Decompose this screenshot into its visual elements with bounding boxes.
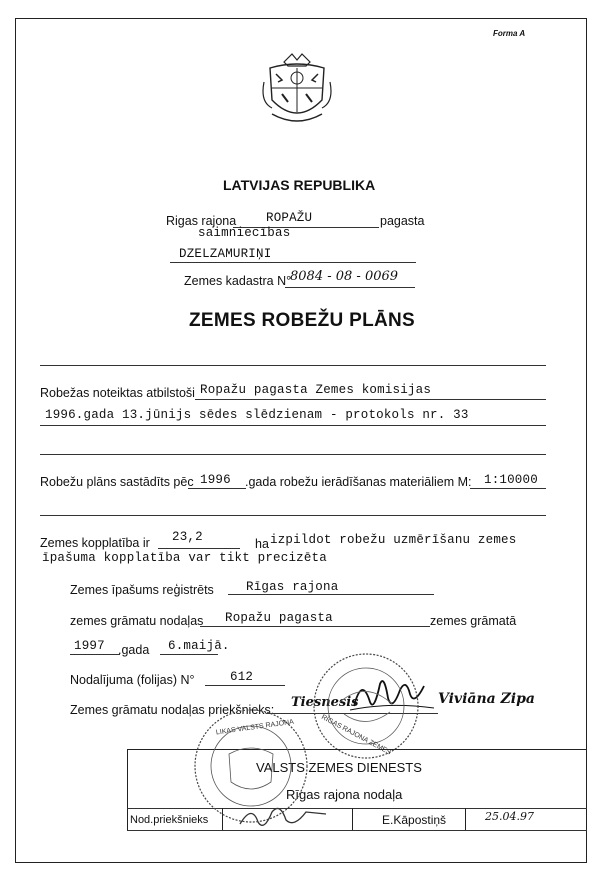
district-suffix: pagasta bbox=[380, 214, 425, 228]
plan-middle: .gada robežu ierādīšanas materiāliem M: bbox=[245, 475, 472, 489]
registered-label: Zemes īpašums reģistrēts bbox=[70, 583, 214, 597]
registration-year: 1997 bbox=[74, 639, 105, 653]
footer-cell-divider-3 bbox=[465, 808, 466, 830]
registration-date-underline bbox=[160, 654, 218, 655]
cadastre-underline bbox=[285, 287, 415, 288]
land-service-stamp-text: LIKAS VALSTS RAJONA bbox=[215, 718, 295, 737]
plan-year-underline bbox=[188, 488, 246, 489]
area-unit: ha bbox=[255, 537, 269, 551]
boundaries-line-2: 1996.gada 13.jūnijs sēdes slēdzienam - protokols nr. 33 bbox=[45, 408, 469, 422]
form-label: Forma A bbox=[493, 29, 526, 38]
farm-name: DZELZAMURIŅI bbox=[179, 247, 272, 261]
coat-of-arms-emblem bbox=[262, 52, 332, 130]
country-heading: LATVIJAS REPUBLIKA bbox=[223, 177, 376, 193]
rule-after-plan bbox=[40, 515, 546, 516]
area-underline bbox=[158, 548, 240, 549]
farm-name-underline bbox=[170, 262, 416, 263]
boundaries-line-1: Ropažu pagasta Zemes komisijas bbox=[200, 383, 432, 397]
folio-value: 612 bbox=[230, 670, 254, 684]
folio-label: Nodalījuma (folijas) N° bbox=[70, 673, 195, 687]
area-prefix: Zemes kopplatība ir bbox=[40, 536, 150, 550]
department-label: zemes grāmatu nodaļas bbox=[70, 614, 204, 628]
department-underline bbox=[200, 626, 430, 627]
registry-stamp-text: RĪGAS RAJONA ZEMES bbox=[320, 713, 392, 757]
registered-underline bbox=[228, 594, 434, 595]
folio-underline bbox=[205, 685, 285, 686]
cadastre-label: Zemes kadastra N° bbox=[184, 274, 292, 288]
land-service-stamp bbox=[191, 706, 311, 826]
district-prefix: Rigas rajona bbox=[166, 214, 237, 228]
area-value: 23,2 bbox=[172, 530, 203, 544]
footer-chief-label: Nod.priekšnieks bbox=[130, 814, 209, 826]
land-book-label: zemes grāmatā bbox=[430, 614, 517, 628]
registration-date: 6.maijā. bbox=[168, 639, 230, 653]
farm-label: saimniecības bbox=[198, 226, 291, 240]
cadastre-number: 8084 - 08 - 0069 bbox=[290, 269, 399, 284]
footer-bottom-rule bbox=[127, 830, 587, 831]
plan-scale-underline bbox=[470, 488, 546, 489]
area-note-1: izpildot robežu uzmērīšanu zemes bbox=[270, 533, 517, 547]
boundaries-underline-1 bbox=[195, 399, 546, 400]
document-title: ZEMES ROBEŽU PLĀNS bbox=[189, 310, 416, 331]
registration-year-suffix: .gada bbox=[118, 643, 150, 657]
plan-year: 1996 bbox=[200, 473, 231, 487]
head-name: Viviāna Zipa bbox=[438, 691, 535, 707]
plan-scale: 1:10000 bbox=[484, 473, 538, 487]
footer-cell-divider-2 bbox=[352, 808, 353, 830]
footer-department: Rīgas rajona nodaļa bbox=[286, 787, 403, 802]
rule-top bbox=[40, 365, 546, 366]
boundaries-label: Robežas noteiktas atbilstoši bbox=[40, 386, 195, 400]
registered-value: Rīgas rajona bbox=[246, 580, 339, 594]
district-value: ROPAŽU bbox=[266, 211, 313, 225]
department-value: Ropažu pagasta bbox=[225, 611, 333, 625]
footer-date: 25.04.97 bbox=[485, 810, 534, 823]
footer-service: VALSTS ZEMES DIENESTS bbox=[256, 760, 422, 775]
plan-prefix: Robežu plāns sastādīts pēc bbox=[40, 475, 194, 489]
boundaries-underline-3 bbox=[40, 454, 546, 455]
area-note-2: īpašuma kopplatība var tikt precizēta bbox=[42, 551, 327, 565]
registration-year-underline bbox=[70, 654, 120, 655]
head-label: Zemes grāmatu nodaļas priekšnieks: bbox=[70, 703, 275, 717]
registry-stamp bbox=[310, 650, 422, 762]
boundaries-underline-2 bbox=[40, 425, 546, 426]
head-sign-text: Tiesnesis bbox=[291, 695, 359, 710]
footer-chief-name: E.Kāpostiņš bbox=[382, 813, 447, 827]
